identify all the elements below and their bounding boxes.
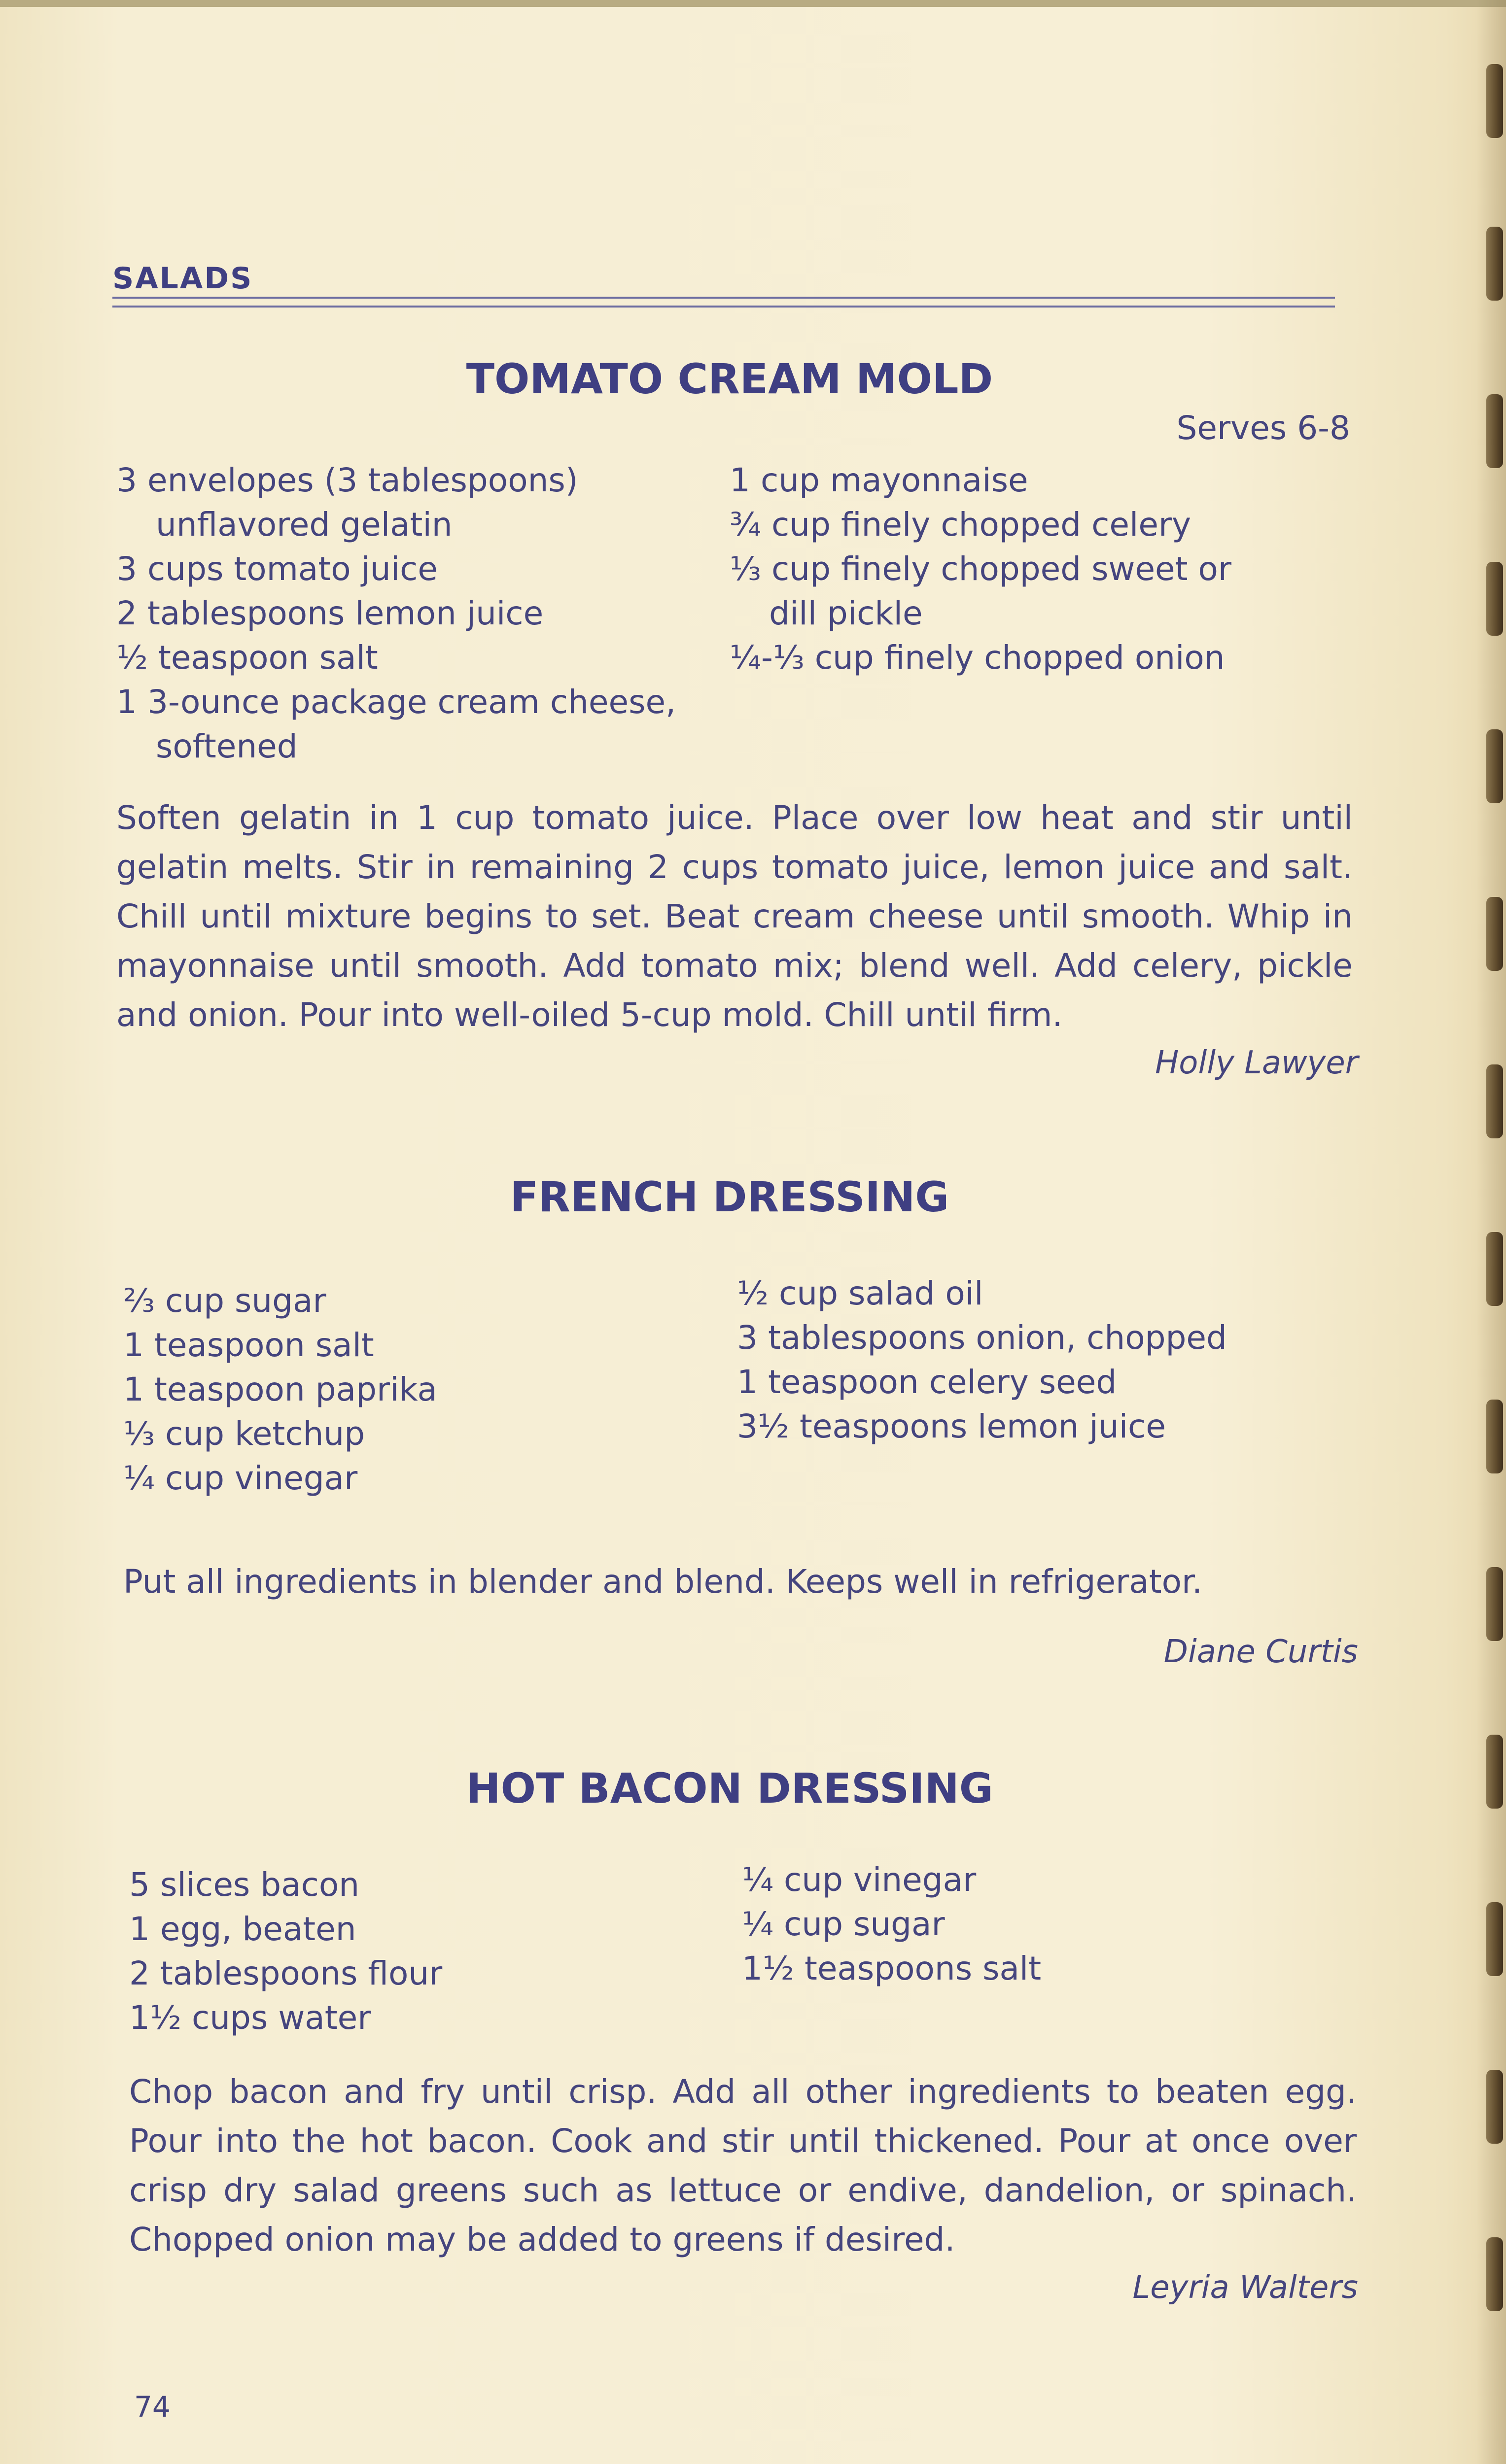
binding-ring [1486, 394, 1503, 468]
ingredient-item: 1½ cups water [129, 1999, 371, 2037]
ingredient-item: 1 cup mayonnaise [730, 461, 1028, 499]
binding-ring [1486, 2237, 1503, 2311]
ingredients-right [730, 458, 1231, 680]
ingredient-item: 3 cups tomato juice [116, 550, 438, 588]
recipe-author: Leyria Walters [1132, 2269, 1358, 2306]
recipe-title: TOMATO CREAM MOLD [466, 355, 993, 403]
ingredient-item: ¼ cup vinegar [123, 1459, 358, 1497]
recipe-author: Holly Lawyer [1155, 1045, 1358, 1081]
binding-ring [1486, 1064, 1503, 1138]
section-header: SALADS [112, 261, 253, 296]
recipe-directions: Soften gelatin in 1 cup tomato juice. Place over low heat and stir until gelatin melts. Stir in remaining 2 cups tomato juice, lemon juice and salt. Chill until mixture begins to set. Beat cream cheese until smooth. Whip in mayonnaise until smooth. Add tomato mix; blend well. Add celery, pickle and onion. Pour into well-oiled 5-cup mold. Chill until firm. [116, 799, 1353, 1034]
ingredient-item: 1 teaspoon celery seed [737, 1363, 1117, 1401]
page-top-edge [0, 0, 1506, 7]
recipe-serves: Serves 6-8 [1176, 409, 1350, 447]
recipe-title: HOT BACON DRESSING [466, 1764, 993, 1813]
ingredient-item: ½ cup salad oil [737, 1274, 983, 1312]
ingredient-item: softened [156, 727, 298, 765]
page-number: 74 [134, 2390, 171, 2424]
spiral-binding [1476, 0, 1506, 2464]
recipe-directions: Put all ingredients in blender and blend. Keeps well in refrigerator. [123, 1563, 1203, 1601]
ingredient-item: unflavored gelatin [156, 506, 453, 544]
ingredient-item: ¼ cup sugar [742, 1905, 945, 1943]
ingredient-item: ½ teaspoon salt [116, 639, 378, 677]
ingredient-item: ⅓ cup ketchup [123, 1415, 365, 1453]
ingredient-item: 2 tablespoons flour [129, 1954, 443, 1992]
binding-ring [1486, 729, 1503, 803]
ingredient-item: 1½ teaspoons salt [742, 1950, 1042, 1987]
ingredients-right [742, 1858, 1041, 1991]
binding-ring [1486, 1400, 1503, 1473]
ingredient-item: 3 tablespoons onion, chopped [737, 1319, 1227, 1357]
binding-ring [1486, 64, 1503, 138]
ingredient-item: ⅓ cup finely chopped sweet or [730, 550, 1232, 588]
ingredient-item: ¾ cup finely chopped celery [730, 506, 1191, 544]
ingredient-item: ¼-⅓ cup finely chopped onion [730, 639, 1225, 677]
recipe-directions: Chop bacon and fry until crisp. Add all other ingredients to beaten egg. Pour into the hot bacon. Cook and stir until thickened. Pour at once over crisp dry salad greens such as lettuce or endive, dandelion, or spinach. Chopped onion may be added to greens if desired. [129, 2073, 1357, 2259]
ingredients-right [737, 1271, 1227, 1449]
ingredient-item: 3½ teaspoons lemon juice [737, 1407, 1166, 1445]
binding-ring [1486, 897, 1503, 971]
ingredients-left [129, 1863, 442, 2040]
ingredient-item: 3 envelopes (3 tablespoons) [116, 461, 578, 499]
binding-ring [1486, 1567, 1503, 1641]
ingredient-item: ¼ cup vinegar [742, 1861, 977, 1899]
binding-ring [1486, 1735, 1503, 1809]
ingredients-left [116, 458, 676, 769]
ingredient-item: ⅔ cup sugar [123, 1282, 326, 1320]
ingredient-item: dill pickle [769, 594, 923, 632]
ingredient-item: 5 slices bacon [129, 1866, 360, 1904]
ingredient-item: 1 3-ounce package cream cheese, [116, 683, 676, 721]
ingredient-item: 2 tablespoons lemon juice [116, 594, 544, 632]
header-rule-bottom [112, 306, 1335, 308]
binding-ring [1486, 2070, 1503, 2144]
recipe-title: FRENCH DRESSING [510, 1173, 949, 1221]
binding-ring [1486, 1902, 1503, 1976]
ingredients-left [123, 1279, 437, 1501]
header-rule-top [112, 297, 1335, 299]
ingredient-item: 1 teaspoon paprika [123, 1370, 437, 1408]
ingredient-item: 1 egg, beaten [129, 1910, 356, 1948]
ingredient-item: 1 teaspoon salt [123, 1326, 374, 1364]
binding-ring [1486, 227, 1503, 301]
binding-ring [1486, 562, 1503, 636]
binding-ring [1486, 1232, 1503, 1306]
recipe-author: Diane Curtis [1163, 1634, 1358, 1670]
